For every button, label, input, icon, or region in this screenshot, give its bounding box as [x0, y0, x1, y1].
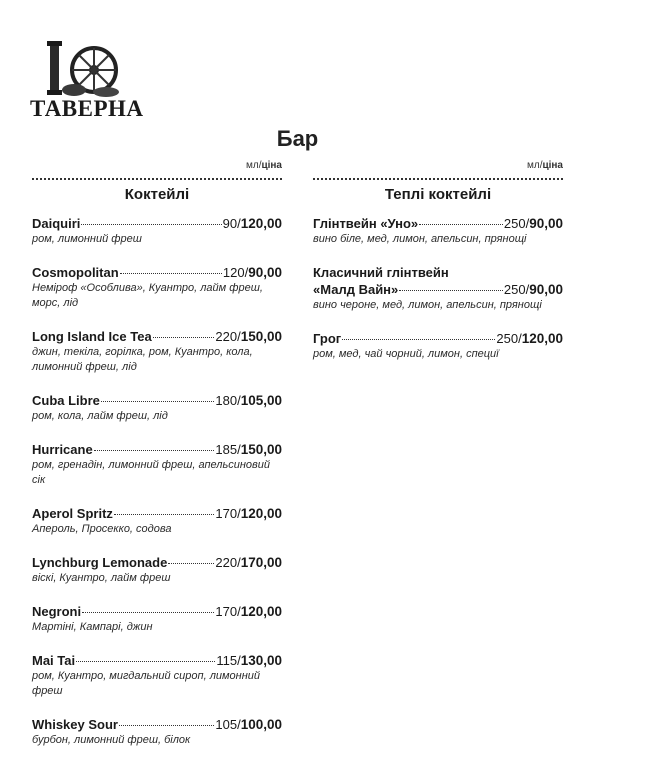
menu-item — [313, 264, 563, 313]
dot-leader — [114, 514, 214, 515]
menu-item-description: Апероль, Просекко, содова — [32, 523, 172, 535]
menu-item-name: Negroni — [32, 604, 82, 619]
tavern-logo — [30, 38, 144, 124]
menu-item-volume: 115 — [216, 653, 238, 668]
menu-item-volume: 220 — [215, 329, 238, 344]
logo-text: ТАВЕРНА — [30, 96, 144, 121]
menu-item — [313, 215, 563, 247]
menu-item-description: вино біле, мед, лимон, апельсин, прянощі — [313, 233, 527, 245]
menu-item-price: 120,00 — [521, 331, 563, 346]
menu-item-line — [32, 441, 282, 458]
menu-item-name: «Малд Вайн» — [313, 282, 399, 297]
menu-item-volume: 250 — [503, 282, 526, 297]
cocktails-list — [32, 215, 282, 748]
menu-item-description: ром, мед, чай чорний, лимон, специї — [313, 348, 499, 360]
menu-item-name: Aperol Spritz — [32, 506, 113, 521]
menu-item-line — [313, 281, 563, 298]
menu-item-name: Cuba Libre — [32, 393, 100, 408]
menu-item-description: ром, лимонний фреш — [32, 233, 142, 245]
section-title-cocktails: Коктейлі — [124, 186, 190, 203]
menu-item-price: 150,00 — [240, 329, 282, 344]
separator: / — [237, 216, 241, 231]
column-header-note: мл/ціна — [245, 160, 282, 171]
menu-item-price: 120,00 — [240, 604, 282, 619]
dot-leader — [94, 450, 215, 451]
menu-item-volume: 250 — [496, 331, 519, 346]
menu-item-volume: 120 — [222, 265, 245, 280]
menu-item-description: бурбон, лимонний фреш, білок — [32, 734, 191, 746]
menu-item — [32, 652, 282, 699]
menu-item-name: Daiquiri — [32, 216, 81, 231]
menu-item-line — [32, 716, 282, 733]
warm-cocktails-list — [313, 215, 563, 362]
divider — [313, 178, 563, 180]
menu-item-volume: 250 — [503, 216, 526, 231]
menu-item-price: 105,00 — [240, 393, 282, 408]
menu-item-volume: 185 — [215, 442, 238, 457]
warm-cocktails-column — [313, 160, 563, 379]
menu-item-price: 90,00 — [529, 282, 563, 297]
menu-item — [32, 441, 282, 488]
menu-item-price: 120,00 — [240, 216, 282, 231]
separator: / — [244, 265, 249, 280]
menu-item-description: віскі, Куантро, лайм фреш — [32, 572, 171, 584]
menu-item-description: Неміроф «Особлива», Куантро, лайм фреш, морс, лід — [32, 282, 263, 309]
separator: / — [525, 216, 530, 231]
menu-item-price: 170,00 — [240, 555, 282, 570]
separator: / — [237, 393, 241, 408]
menu-item-volume: 170 — [215, 604, 238, 619]
menu-item-description: ром, Куантро, мигдальний сироп, лимонний фреш — [32, 670, 261, 697]
cocktails-column — [32, 160, 282, 765]
separator: / — [237, 329, 241, 344]
column-header-note: мл/ціна — [526, 160, 563, 171]
menu-item-volume: 170 — [215, 506, 238, 521]
menu-item-description: ром, кола, лайм фреш, лід — [32, 410, 168, 422]
page-title: Бар — [276, 126, 319, 151]
menu-item-price: 90,00 — [248, 265, 282, 280]
menu-item-name: Hurricane — [32, 442, 93, 457]
menu-item-line — [32, 264, 282, 281]
menu-item-volume: 90 — [222, 216, 238, 231]
menu-item-volume: 105 — [215, 717, 238, 732]
menu-item-name: Mai Tai — [32, 653, 76, 668]
menu-item-price: 150,00 — [240, 442, 282, 457]
dot-leader — [120, 273, 222, 274]
menu-item-name: Lynchburg Lemonade — [32, 555, 168, 570]
dot-leader — [81, 224, 221, 225]
menu-item-name: Whiskey Sour — [32, 717, 118, 732]
separator: / — [237, 604, 241, 619]
menu-item — [32, 505, 282, 537]
separator: / — [237, 717, 241, 732]
menu-item-price: 100,00 — [240, 717, 282, 732]
separator: / — [237, 653, 241, 668]
separator: / — [237, 506, 241, 521]
menu-item-line — [32, 328, 282, 345]
menu-item-line — [32, 652, 282, 669]
menu-item — [32, 264, 282, 311]
menu-item-line — [32, 392, 282, 409]
menu-item — [32, 554, 282, 586]
menu-item-line — [32, 215, 282, 232]
menu-item — [32, 392, 282, 424]
separator: / — [525, 282, 530, 297]
menu-item-name: Грог — [313, 331, 342, 346]
dot-leader — [342, 339, 495, 340]
separator: / — [237, 442, 241, 457]
dot-leader — [119, 725, 214, 726]
menu-item-name: Long Island Ice Tea — [32, 329, 152, 344]
separator: / — [518, 331, 522, 346]
menu-item-line — [313, 215, 563, 232]
dot-leader — [153, 337, 215, 338]
menu-item — [32, 328, 282, 375]
menu-item-price: 120,00 — [240, 506, 282, 521]
separator: / — [237, 555, 241, 570]
menu-item-description: Мартіні, Кампарі, джин — [32, 621, 153, 633]
menu-item-line — [313, 330, 563, 347]
menu-item-volume: 220 — [215, 555, 238, 570]
menu-item — [32, 716, 282, 748]
menu-item-name-line: Класичний глінтвейн — [313, 265, 449, 280]
menu-item-description: ром, гренадін, лимонний фреш, апельсиновий сік — [32, 459, 271, 486]
tavern-logo-icon — [44, 38, 124, 98]
dot-leader — [168, 563, 214, 564]
menu-item-name: Глінтвейн «Уно» — [313, 216, 419, 231]
menu-item-description: джин, текіла, горілка, ром, Куантро, кола, лимонний фреш, лід — [32, 346, 253, 373]
menu-item — [32, 215, 282, 247]
dot-leader — [399, 290, 503, 291]
menu-item-price: 90,00 — [529, 216, 563, 231]
menu-item-name: Cosmopolitan — [32, 265, 119, 280]
menu-item-volume: 180 — [215, 393, 238, 408]
dot-leader — [76, 661, 215, 662]
menu-item-line — [32, 603, 282, 620]
dot-leader — [82, 612, 214, 613]
dot-leader — [419, 224, 503, 225]
menu-item — [313, 330, 563, 362]
menu-item-line — [32, 505, 282, 522]
divider — [32, 178, 282, 180]
section-title-warm-cocktails: Теплі коктейлі — [384, 186, 492, 203]
menu-item-description: вино чероне, мед, лимон, апельсин, прянощі — [313, 299, 542, 311]
menu-item-price: 130,00 — [240, 653, 282, 668]
menu-item — [32, 603, 282, 635]
dot-leader — [101, 401, 214, 402]
menu-item-line — [32, 554, 282, 571]
